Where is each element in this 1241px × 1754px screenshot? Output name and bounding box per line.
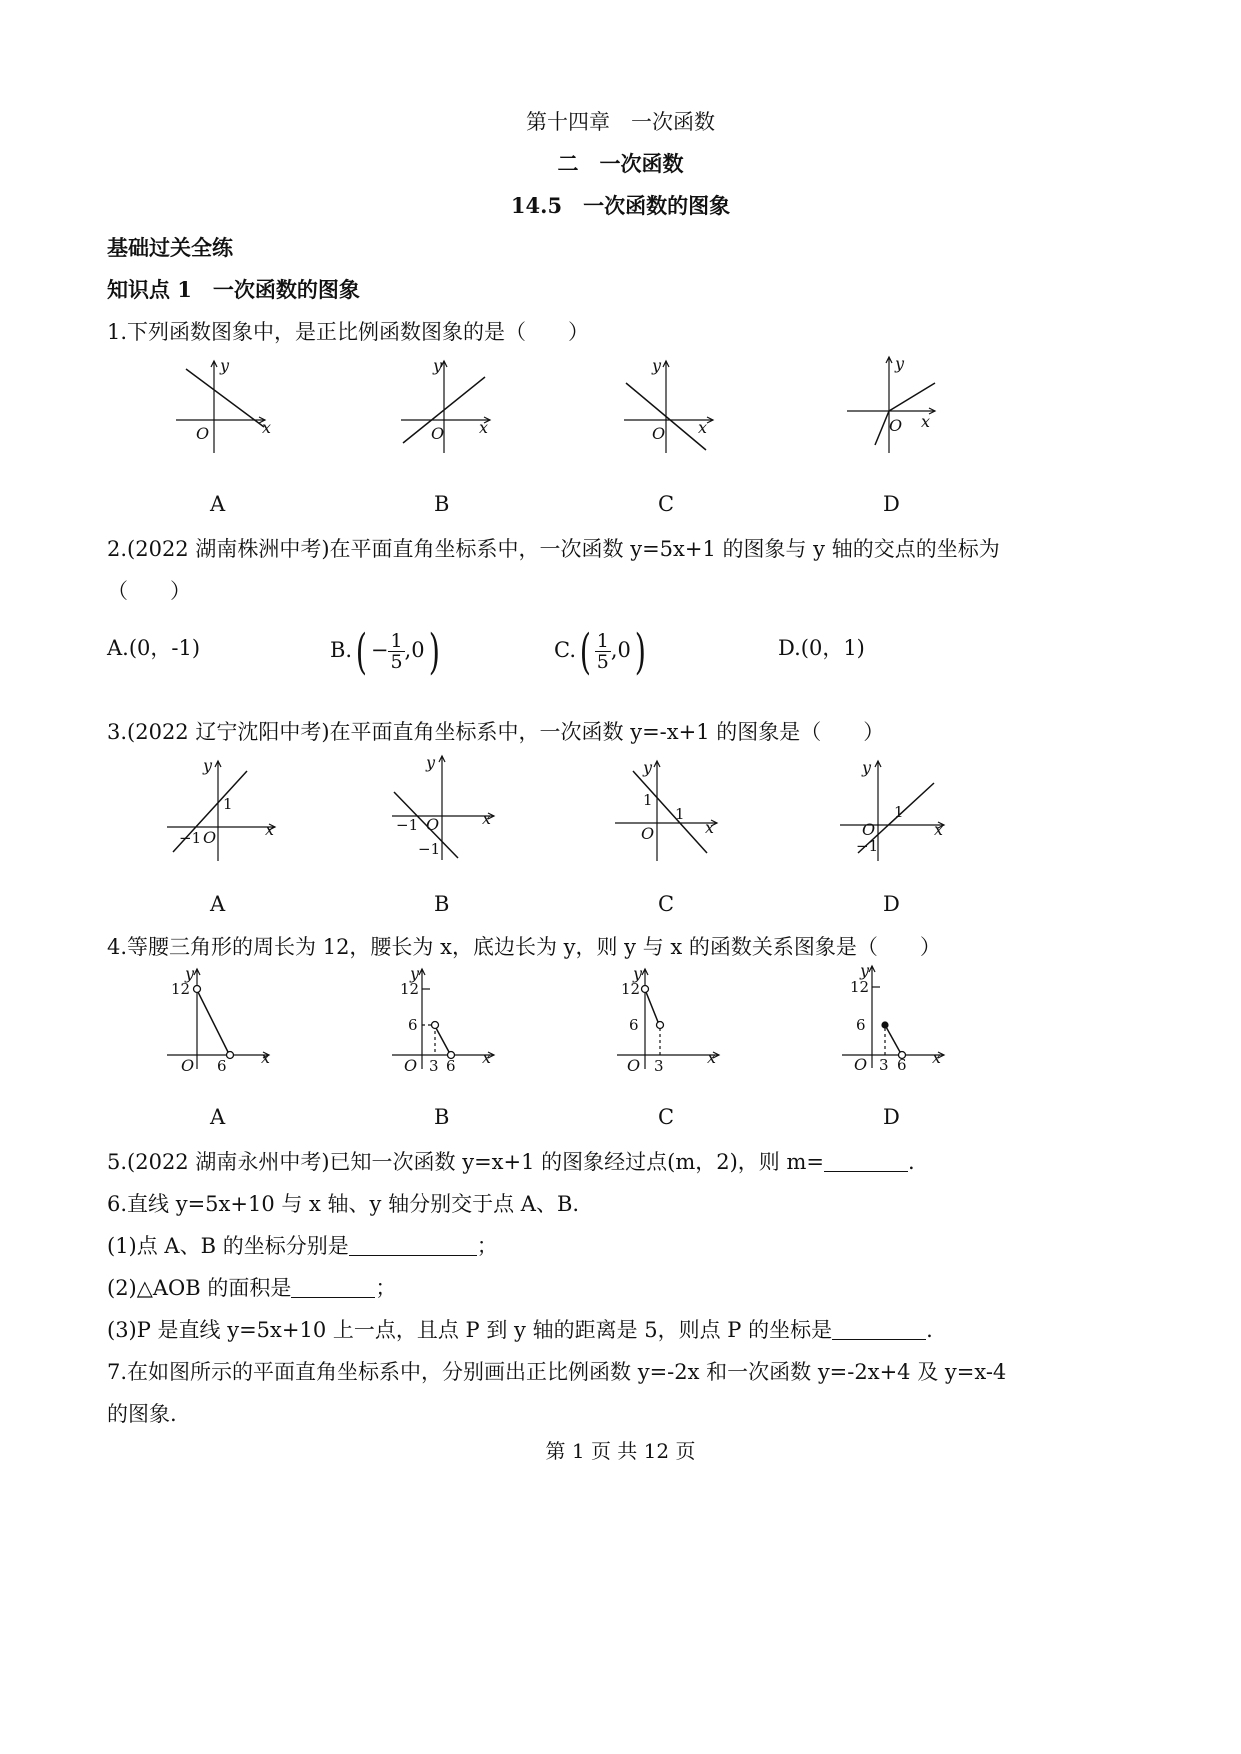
q1-graph-b [395,355,505,460]
tick-6-y: 6 [629,1016,639,1034]
open-point-upper [194,986,201,993]
tick-neg-1-x: −1 [396,816,419,834]
function-line [186,369,264,427]
tick-neg-1-y: −1 [856,837,879,855]
y-axis-label: y [895,354,905,373]
function-segment [885,1025,900,1052]
question-3-stem: 3.(2022 辽宁沈阳中考)在平面直角坐标系中，一次函数 y=-x+1 的图象是（ ） [107,720,885,744]
question-7-line-2: 的图象. [107,1402,177,1426]
q4-graph-a [165,965,285,1075]
q2-option-d: D.(0，1) [778,636,865,660]
part-1-text: (1)点 A、B 的坐标分别是 [107,1234,349,1258]
part-3-text: (3)P 是直线 y=5x+10 上一点，且点 P 到 y 轴的距离是 5，则点 P 的坐标是 [107,1318,833,1342]
q1-graph-d [845,355,955,460]
q1-label-d: D [883,492,900,516]
knowledge-point-heading: 知识点 1 一次函数的图象 [107,277,360,302]
tick-6-x: 6 [446,1057,456,1075]
fraction-numerator: 1 [390,630,403,652]
q3-graph-b [390,752,510,867]
q2-option-b-prefix: B. [330,638,353,662]
page-footer: 第 1 页 共 12 页 [545,1439,696,1463]
function-line-left [875,411,889,445]
tick-1-x: 1 [894,803,904,821]
fraction-denominator: 5 [596,651,609,673]
open-point-lower [657,1022,664,1029]
function-segment [646,992,658,1022]
origin-label: O [431,424,445,443]
fraction [595,631,611,672]
open-point-lower [227,1052,234,1059]
tick-3: 3 [429,1057,439,1075]
q2-option-c-prefix: C. [554,638,576,662]
practice-heading: 基础过关全练 [107,235,233,260]
tick-12: 12 [171,980,191,998]
origin-label: O [404,1056,418,1075]
q3-label-d: D [883,892,900,916]
y-axis-label: y [220,356,230,375]
q3-label-c: C [658,892,675,916]
y-axis-label: y [862,758,872,777]
q1-label-b: B [434,492,450,516]
tick-12: 12 [621,980,641,998]
right-paren: ) [428,623,440,680]
chapter-title: 第十四章 一次函数 [526,110,715,134]
question-5-tail: . [908,1150,915,1174]
tick-3: 3 [879,1056,889,1074]
answer-blank[interactable] [824,1149,908,1172]
y-axis-label: y [426,753,436,772]
y-axis-label: y [633,964,643,983]
question-6-part-3 [107,1316,933,1344]
q1-label-c: C [658,492,675,516]
x-axis-label: x [921,412,931,431]
origin-label: O [854,1055,868,1074]
question-4-stem: 4.等腰三角形的周长为 12，腰长为 x，底边长为 y，则 y 与 x 的函数关系图象是（ ） [107,935,941,959]
x-axis-label: x [932,1048,942,1067]
q3-label-a: A [210,892,226,916]
question-5-stem: 5.(2022 湖南永州中考)已知一次函数 y=x+1 的图象经过点(m，2)，则 m= [107,1150,824,1174]
q1-graph-c [618,355,728,460]
x-axis-label: x [698,418,708,437]
function-segment [436,1028,449,1052]
answer-blank[interactable] [832,1317,926,1340]
q3-graph-c [613,757,733,867]
q1-graph-a [170,355,280,460]
origin-label: O [652,424,666,443]
origin-label: O [426,815,440,834]
question-6-stem: 6.直线 y=5x+10 与 x 轴、y 轴分别交于点 A、B. [107,1192,580,1216]
question-6-part-2 [107,1274,396,1302]
fraction [388,631,404,672]
tick-12: 12 [400,980,420,998]
fraction-tail: ,0 [404,638,425,662]
y-axis-label: y [203,756,213,775]
left-paren: ( [355,623,368,680]
question-1-stem: 1.下列函数图象中，是正比例函数图象的是（ ） [107,320,590,344]
fraction-tail: ,0 [610,638,631,662]
tick-neg-1-y: −1 [418,840,441,858]
q4-graph-b [390,965,510,1075]
origin-label: O [196,424,210,443]
origin-label: O [889,416,903,435]
y-axis-label: y [860,961,870,980]
tick-6: 6 [217,1057,227,1075]
q4-label-a: A [210,1105,226,1129]
left-paren: ( [579,623,591,680]
answer-blank[interactable] [349,1233,477,1256]
question-2-paren: （ ） [107,579,191,603]
x-axis-label: x [482,1048,492,1067]
minus-sign: − [370,638,389,662]
section-title: 二 一次函数 [557,151,684,176]
function-line-right [889,383,935,411]
open-point-upper [432,1022,439,1029]
tick-neg-1: −1 [179,829,202,847]
fraction-denominator: 5 [390,651,403,673]
q2-option-c [554,620,650,680]
q4-label-d: D [883,1105,900,1129]
x-axis-label: x [482,809,492,828]
part-3-tail: . [926,1318,933,1342]
question-2-stem: 2.(2022 湖南株洲中考)在平面直角坐标系中，一次函数 y=5x+1 的图象与 y 轴的交点的坐标为 [107,537,1000,561]
q3-label-b: B [434,892,450,916]
tick-6-x: 6 [897,1056,907,1074]
q2-option-b [330,620,443,680]
x-axis-label: x [265,820,275,839]
tick-1-y: 1 [643,791,653,809]
tick-6-y: 6 [408,1016,418,1034]
part-2-tail: ； [375,1276,397,1300]
y-axis-label: y [185,964,195,983]
origin-label: O [203,828,217,847]
origin-label: O [181,1056,195,1075]
origin-label: O [641,824,655,843]
fraction-numerator: 1 [596,630,609,652]
x-axis-label: x [261,1048,271,1067]
tick-12: 12 [850,978,870,996]
answer-blank[interactable] [291,1275,375,1298]
part-2-text: (2)△AOB 的面积是 [107,1276,292,1300]
x-axis-label: x [479,418,489,437]
origin-label: O [862,820,876,839]
q4-label-b: B [434,1105,450,1129]
origin-label: O [627,1056,641,1075]
x-axis-label: x [934,820,944,839]
part-1-tail: ； [476,1234,498,1258]
y-axis-label: y [433,356,443,375]
closed-point-upper [882,1022,888,1028]
question-7-line-1: 7.在如图所示的平面直角坐标系中，分别画出正比例函数 y=-2x 和一次函数 y=-2x+4 及 y=x-4 [107,1360,1007,1384]
x-axis-label: x [262,418,272,437]
q4-graph-d [840,962,960,1072]
tick-3: 3 [654,1057,664,1075]
question-5 [107,1148,915,1176]
y-axis-label: y [652,356,662,375]
subsection-title: 14.5 一次函数的图象 [510,193,731,218]
y-axis-label: y [410,964,420,983]
q4-graph-c [615,965,735,1075]
q3-graph-d [838,757,958,867]
q2-option-a: A.(0，-1) [107,636,201,660]
function-segment [198,992,228,1052]
tick-1-x: 1 [675,805,685,823]
q1-label-a: A [210,492,226,516]
y-axis-label: y [643,758,653,777]
x-axis-label: x [707,1048,717,1067]
tick-6-y: 6 [856,1016,866,1034]
q4-label-c: C [658,1105,675,1129]
tick-1: 1 [223,795,233,813]
open-point-upper [642,986,649,993]
right-paren: ) [634,623,646,680]
x-axis-label: x [705,818,715,837]
q3-graph-a [165,757,285,867]
question-6-part-1 [107,1232,498,1260]
